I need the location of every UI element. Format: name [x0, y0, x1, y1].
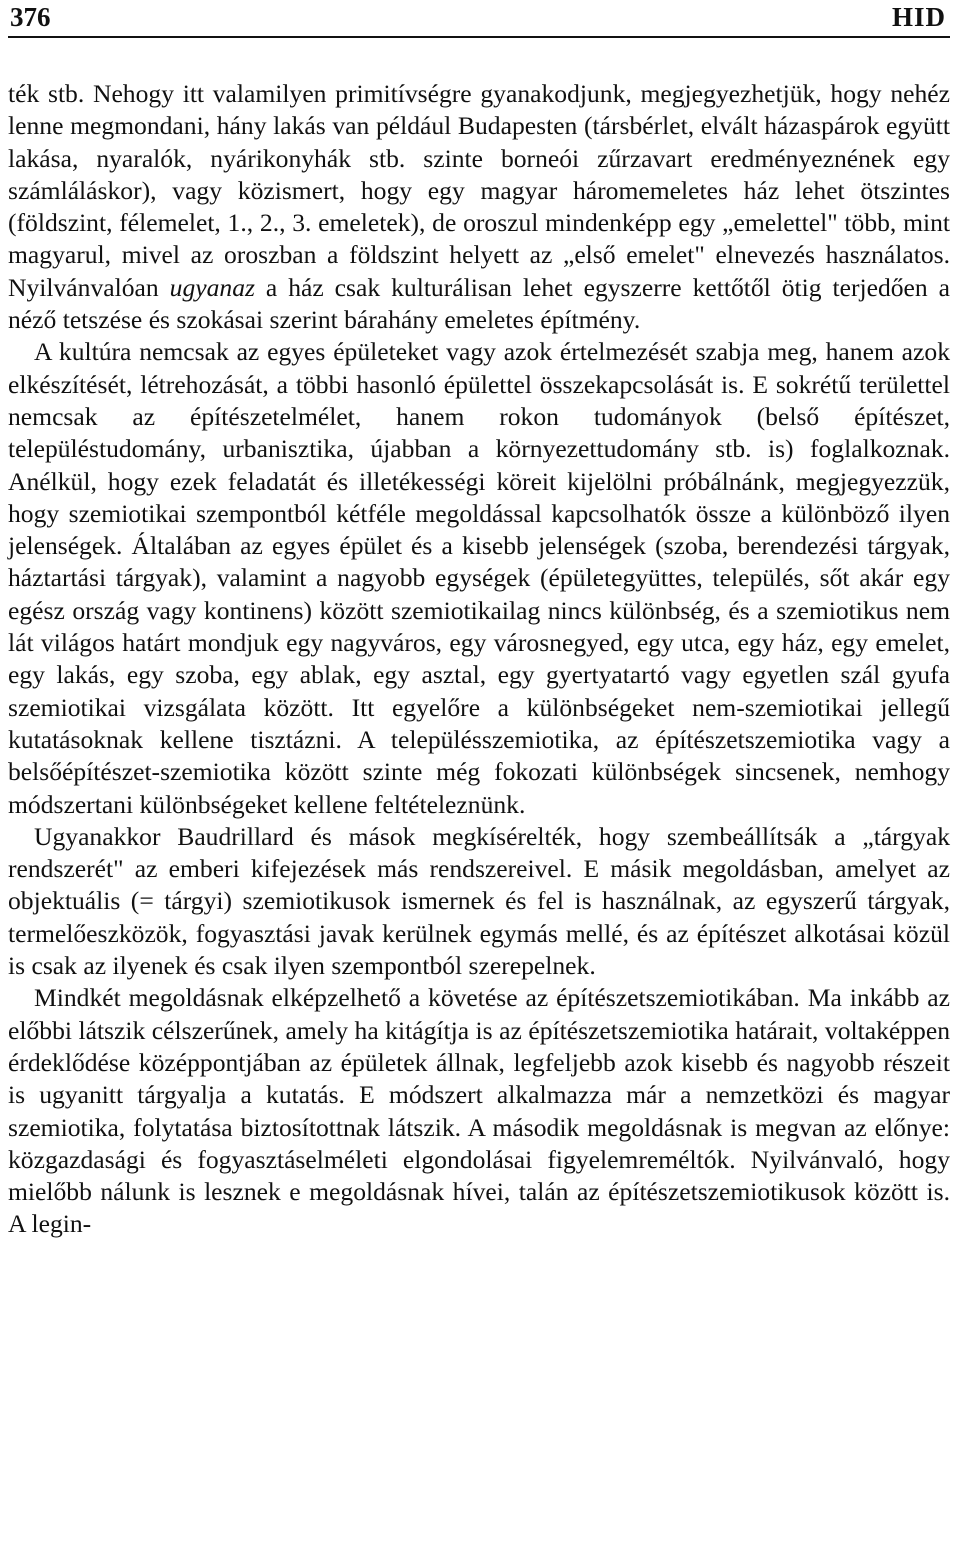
page-number: 376: [10, 2, 51, 32]
paragraph-3: [8, 821, 950, 982]
journal-title: HID: [891, 2, 946, 32]
text-run: a ház csak kulturálisan lehet egyszerre kettőtől ötig terjedően a néző tetszése és szokásai szerint bárahány emeletes építmény.: [8, 272, 951, 335]
paragraph-1: [8, 78, 950, 336]
text-run: Ugyanakkor Baudrillard és mások megkísérelték, hogy szembeállítsák a „tárgyak rendszerét" az emberi kifejezések más rendszereivel. E másik megoldásban, amelyet az objektuális (= tárgyi) szemiotikusok ismernek és fel is használnak, az egyszerű tárgyak, termelőeszközök, fogyasztási javak kerülnek egymás mellé, és az építészet alkotásai közül is csak az ilyenek és csak ilyen szempontból szerepelnek.: [8, 821, 950, 981]
text-run: ték stb. Nehogy itt valamilyen primitívségre gyanakodjunk, megjegyezhetjük, hogy nehéz lenne megmondani, hány lakás van például Budapesten (társbérlet, elvált házaspárok együtt lakása, nyaralók, nyárikonyhák stb. szinte borneói zűrzavart eredményeznének egy számláláskor), vagy közismert, hogy egy magyar háromemeletes ház lehet ötszintes (földszint, félemelet, 1., 2., 3. emeletek), de oroszul mindenképp egy „emelettel" több, mint magyarul, mivel az oroszban a földszint helyett az „első emelet" elnevezés használatos. Nyilvánvalóan: [8, 79, 950, 302]
body-text: [8, 78, 950, 1241]
paragraph-2: [8, 336, 950, 820]
paragraph-4: [8, 982, 950, 1240]
text-run: Mindkét megoldásnak elképzelhető a követése az építészetszemiotikában. Ma inkább az előbbi látszik célszerűnek, amely ha kitágítja is az építészetszemiotika határait, voltaképpen érdeklődése középpontjában az épületek állnak, legfeljebb azok kisebb és nagyobb részeit is ugyanitt tárgyalja a kutatás. E módszert alkalmazza már a nemzetközi és magyar szemiotika, folytatása biztosítottnak látszik. A második megoldásnak is megvan az előnye: közgazdasági és fogyasztáselméleti elgondolásai figyelemreméltók. Nyilvánvaló, hogy mielőbb nálunk is lesznek e megoldásnak hívei, talán az építészetszemiotikusok között is. A legin-: [8, 983, 950, 1239]
italic-word: ugyanaz: [169, 272, 255, 302]
running-header: [8, 0, 950, 38]
text-run: A kultúra nemcsak az egyes épületeket vagy azok értelmezését szabja meg, hanem azok elkészítését, létrehozását, a többi hasonló épülettel összekapcsolását is. E sokrétű területtel nemcsak az építészetelmélet, hanem rokon tudományok (belső építészet, településtudomány, urbanisztika, újabban a környezettudomány stb. is) foglalkoznak. Anélkül, hogy ezek feladatát és illetékességi köreit kijelölni próbálnánk, megjegyezzük, hogy szemiotikai szempontból kétféle megoldással kapcsolhatók össze a különböző ilyen jelenségek. Általában az egyes épület és a kisebb jelenségek (szoba, berendezési tárgyak, háztartási tárgyak), valamint a nagyobb egységek (épületegyüttes, település, sőt akár egy egész ország vagy kontinens) között szemiotikailag nincs különbség, és a szemiotikus nem lát világos határt mondjuk egy nagyváros, egy városnegyed, egy utca, egy ház, egy emelet, egy lakás, egy szoba, egy ablak, egy asztal, egy gyertyatartó vagy egyetlen szál gyufa szemiotikai vizsgálata között. Itt egyelőre a különbségeket nem-szemiotikai jellegű kutatásoknak kellene tisztázni. A településszemiotika, az építészetszemiotika vagy a belsőépítészet-szemiotika között szinte még fokozati különbségek sincsenek, nemhogy módszertani különbségeket kellene feltételeznünk.: [8, 337, 950, 819]
